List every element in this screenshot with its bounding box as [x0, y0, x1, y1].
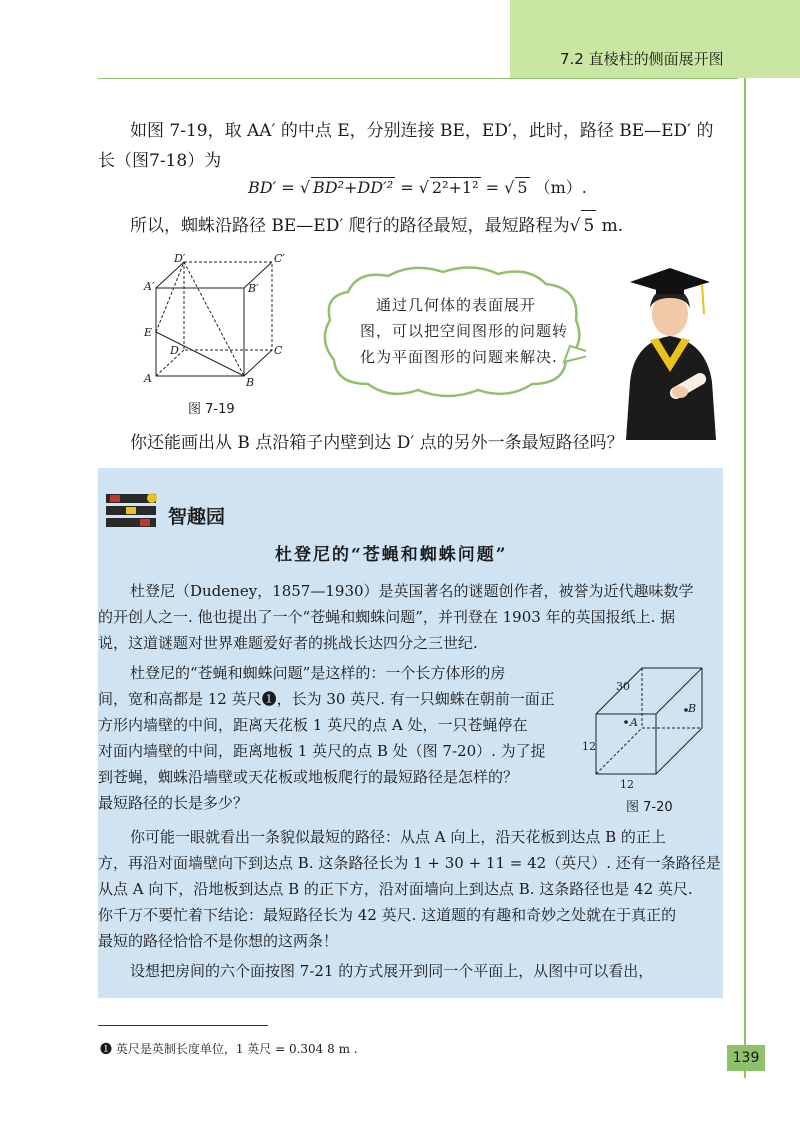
label-width: 12 — [620, 778, 634, 791]
label-b1: B′ — [248, 282, 259, 295]
bubble-text — [360, 292, 568, 370]
figure-7-19 — [140, 250, 300, 390]
box-p3-line2: 方，再沿对面墙壁向下到达点 B. 这条路径长为 1 + 30 + 11 = 42（英尺）. 还有一条路径是 — [98, 854, 721, 872]
label-d1: D′ — [174, 252, 186, 265]
point-a — [624, 720, 628, 724]
box-p3-line3: 从点 A 向下，沿地板到达点 B 的正下方，沿对面墙向上到达点 B. 这条路径也是 42 英尺. — [98, 880, 693, 898]
para2-root: 5 — [581, 210, 596, 241]
logo-cell-yellow — [126, 507, 136, 514]
footnote: ❶ 英尺是英制长度单位，1 英尺 = 0.304 8 m . — [100, 1042, 358, 1056]
edge-b-c — [244, 350, 272, 376]
header-rule — [98, 78, 738, 79]
logo-cell-red — [110, 495, 120, 502]
box-p2-line5: 到苍蝇，蜘蛛沿墙壁或天花板或地板爬行的最短路径是怎样的？ — [98, 768, 519, 786]
figure-7-20 — [582, 662, 712, 792]
fig19-caption: 图 7-19 — [188, 402, 235, 417]
hand — [672, 386, 688, 398]
question: 你还能画出从 B 点沿箱子内壁到达 D′ 点的另外一条最短路径吗？ — [130, 433, 624, 453]
box-p3-line4: 你千万不要忙着下结论：最短路径长为 42 英尺. 这道题的有趣和奇妙之处就在于真正的 — [98, 906, 677, 924]
para2-unit: m. — [596, 216, 624, 236]
label-height: 12 — [582, 740, 596, 753]
formula-eq3: = — [485, 178, 500, 197]
hidden-bottom-left — [596, 728, 642, 774]
section-title: 7.2 直棱柱的侧面展开图 — [560, 50, 724, 68]
cap-band — [656, 286, 684, 294]
box-p3-line1: 你可能一眼就看出一条貌似最短的路径：从点 A 向上，沿天花板到达点 B 的正上 — [130, 828, 666, 846]
label-a: A — [144, 372, 152, 385]
bubble-line3: 化为平面图形的问题来解决. — [360, 348, 558, 366]
box-p2-line2: 间，宽和高都是 12 英尺❶，长为 30 英尺. 有一只蜘蛛在朝前一面正 — [98, 690, 555, 708]
label-e: E — [144, 326, 153, 339]
path-d1-b — [184, 262, 244, 376]
fun-corner-logo-icon — [104, 490, 162, 530]
side-rule — [744, 78, 746, 1078]
label-c: C — [274, 344, 283, 357]
logo-spark — [147, 493, 157, 503]
label-c1: C′ — [274, 252, 285, 265]
tassel — [702, 284, 704, 314]
para1-line2: 长（图7-18）为 — [98, 151, 222, 171]
label-point-a: A — [630, 716, 638, 729]
path-e-d1 — [156, 262, 184, 332]
footnote-rule — [98, 1025, 268, 1026]
page-number: 139 — [732, 1050, 760, 1066]
label-length: 30 — [616, 680, 630, 693]
para1-line1: 如图 7-19，取 AA′ 的中点 E，分别连接 BE，ED′，此时，路径 BE—ED′ 的 — [130, 121, 714, 141]
formula: BD′ = √ BD²+DD′² = √ 2²+1² = √ 5 （m）. — [248, 178, 587, 197]
label-d: D — [170, 344, 179, 357]
edge-bottom-right — [656, 728, 702, 774]
box-p3-line5: 最短的路径恰恰不是你想的这两条！ — [98, 932, 339, 950]
label-a1: A′ — [144, 280, 155, 293]
formula-root1: BD²+DD′² — [313, 178, 394, 197]
bubble-line2: 图，可以把空间图形的问题转 — [360, 322, 569, 340]
label-point-b: B — [688, 702, 697, 715]
gown — [626, 336, 716, 440]
bubble-line1: 通过几何体的表面展开 — [376, 296, 537, 314]
formula-eq2: = — [400, 178, 414, 197]
para2: 所以，蜘蛛沿路径 BE—ED′ 爬行的路径最短，最短路程为√ 5 m. — [130, 210, 623, 241]
cube-back-face — [184, 262, 272, 350]
edge-a1-d1 — [156, 262, 184, 288]
box-p2-line6: 最短路径的长是多少？ — [98, 794, 249, 812]
box-p2-line3: 方形内墙壁的中间，距离天花板 1 英尺的点 A 处，一只苍蝇停在 — [98, 716, 528, 734]
box-p2-line4: 对面内墙壁的中间，距离地板 1 英尺的点 B 处（图 7-20）. 为了捉 — [98, 742, 546, 760]
fig20-caption: 图 7-20 — [626, 800, 673, 815]
box-p2-line1: 杜登尼的“苍蝇和蜘蛛问题”是这样的：一个长方体形的房 — [130, 664, 506, 682]
cube-front-face — [156, 288, 244, 376]
box-p1-line3: 说，这道谜题对世界难题爱好者的挑战长达四分之三世纪. — [98, 634, 478, 652]
formula-unit: （m）. — [534, 178, 587, 197]
box-p1-line1: 杜登尼（Dudeney，1857—1930）是英国著名的谜题创作者，被誉为近代趣味数学 — [130, 582, 694, 600]
box-p1-line2: 的开创人之一. 他也提出了一个“苍蝇和蜘蛛问题”，并刊登在 1903 年的英国报纸上. 据 — [98, 608, 676, 626]
box-subtitle: 杜登尼的“苍蝇和蜘蛛问题” — [275, 545, 508, 565]
graduate-illustration — [620, 262, 720, 440]
box-title: 智趣园 — [168, 506, 226, 528]
formula-lhs: BD′ = — [248, 178, 295, 197]
para2-text: 所以，蜘蛛沿路径 BE—ED′ 爬行的路径最短，最短路程为 — [130, 216, 570, 236]
formula-root2: 2²+1² — [431, 178, 479, 197]
logo-cell-red2 — [140, 519, 150, 526]
box-p4: 设想把房间的六个面按图 7-21 的方式展开到同一个平面上，从图中可以看出， — [130, 962, 654, 980]
label-b: B — [246, 376, 255, 389]
formula-root3: 5 — [517, 178, 528, 197]
